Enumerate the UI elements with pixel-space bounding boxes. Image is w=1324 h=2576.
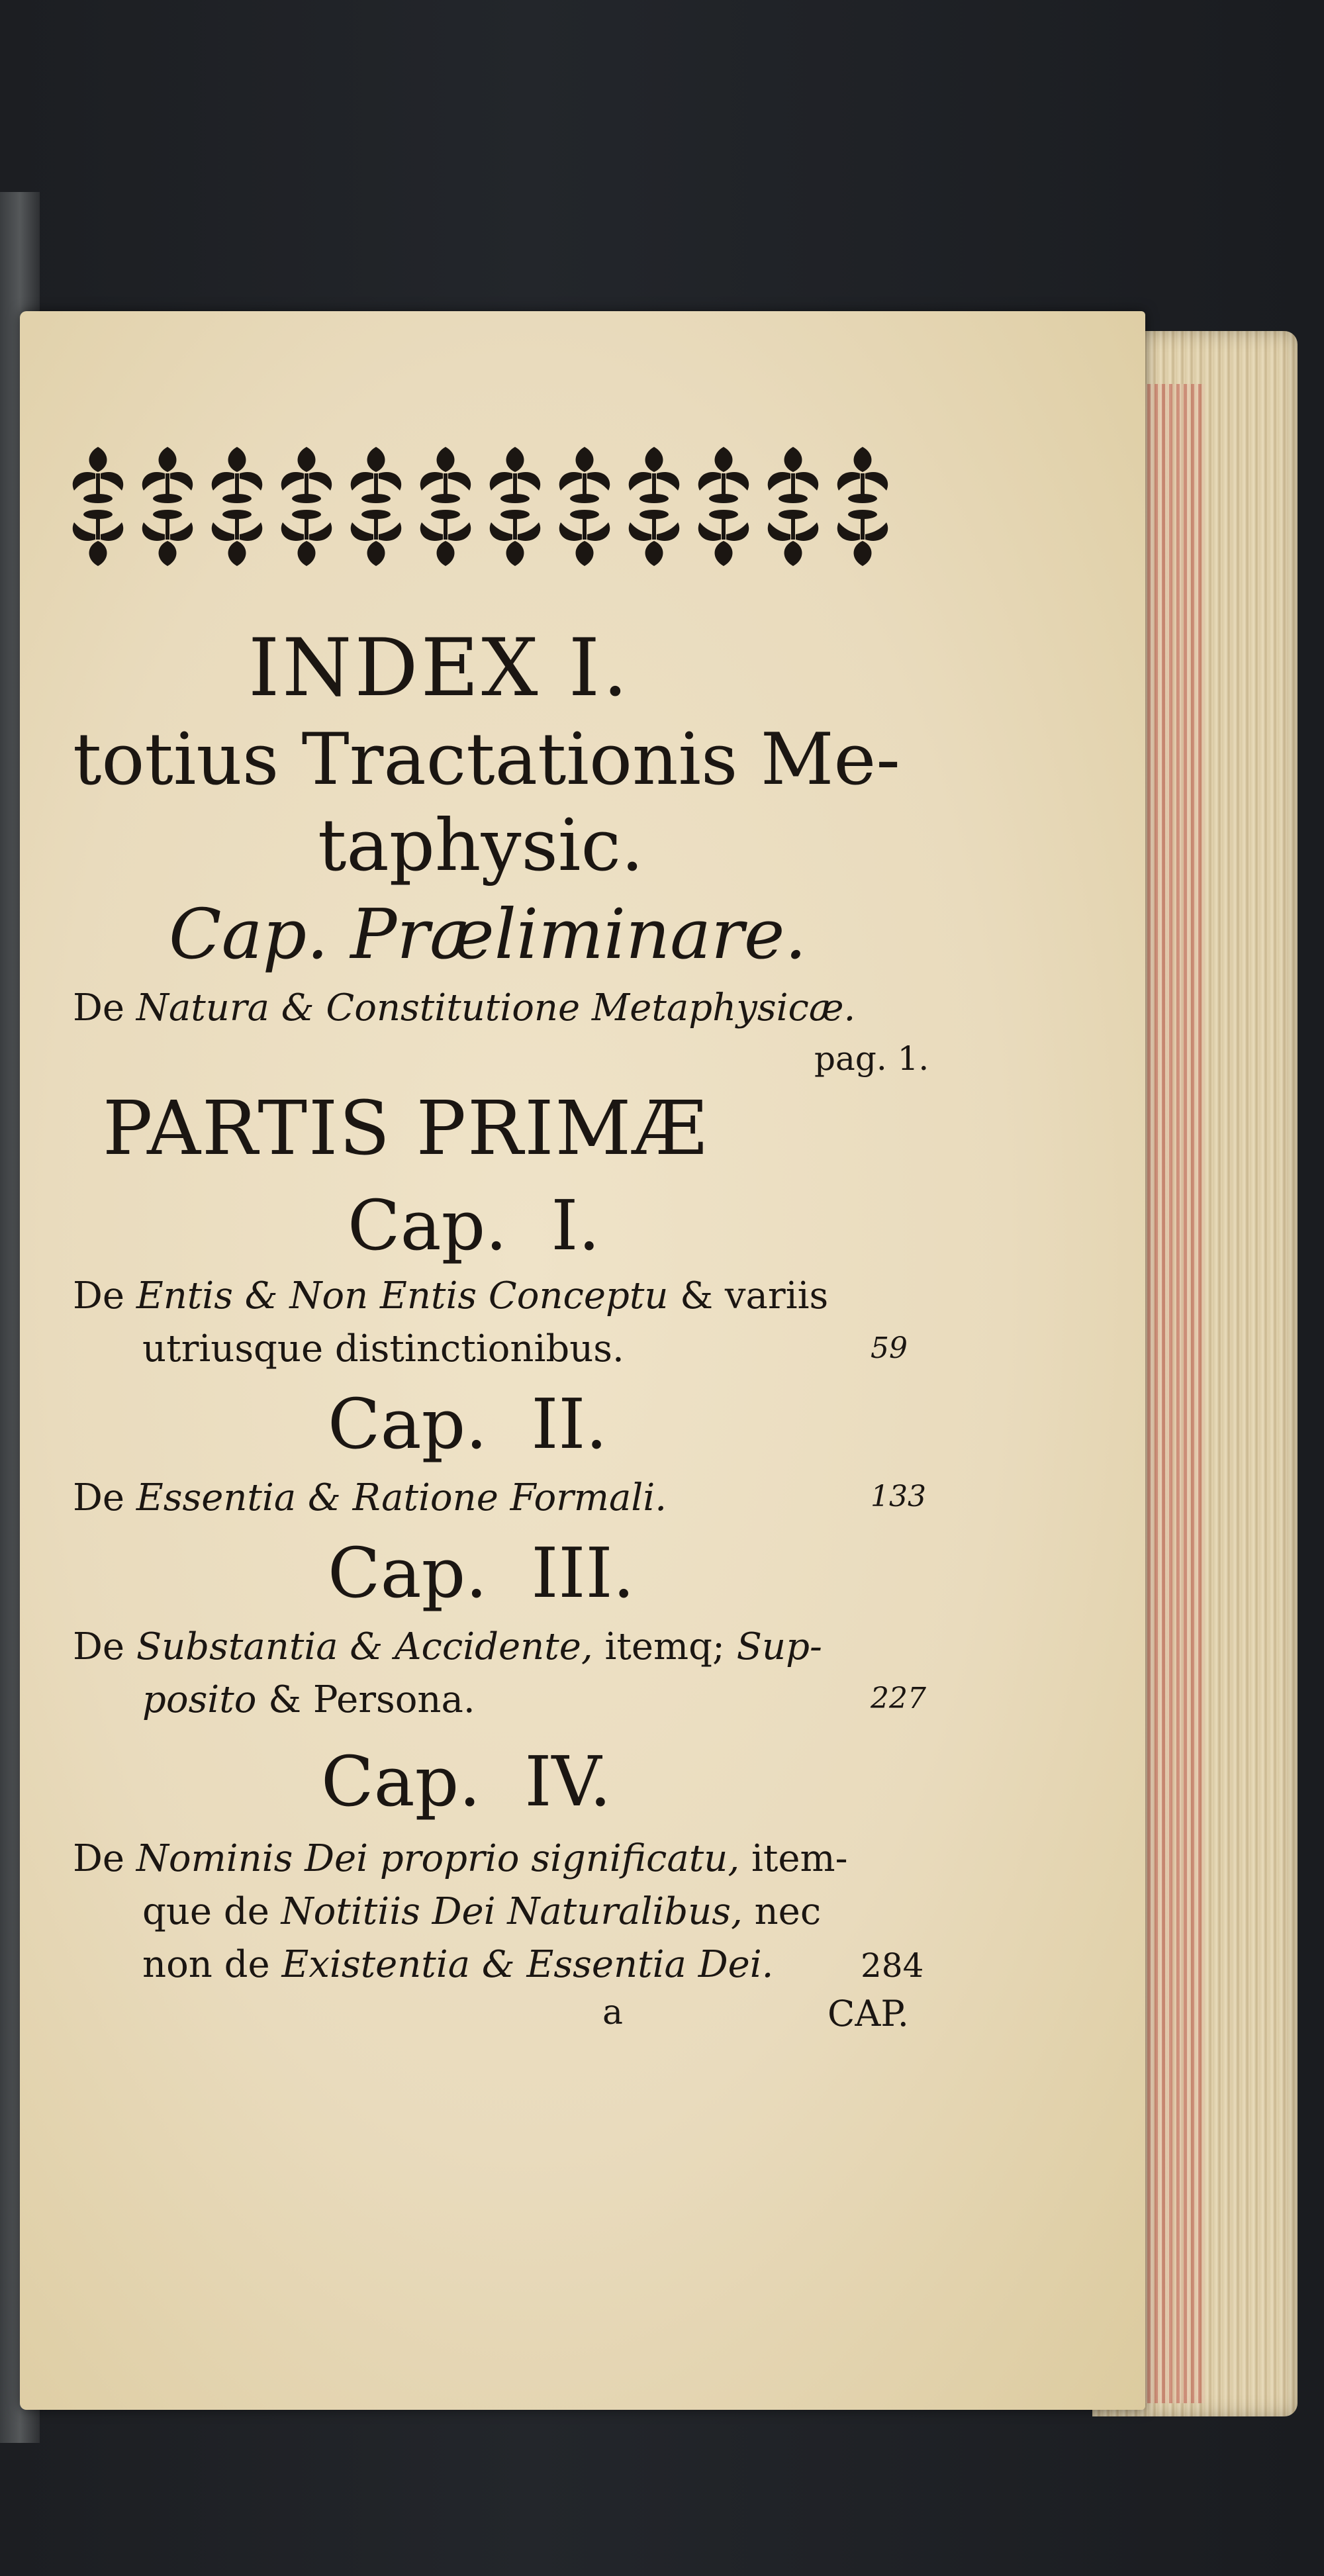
chapter-1-page: 59: [871, 1331, 908, 1365]
chapter-heading-4: Cap. IV.: [321, 1741, 612, 1822]
chapter-2-line-1: [73, 1476, 667, 1519]
preliminary-description: [73, 986, 855, 1029]
ch3-italic-2: Sup-: [736, 1625, 822, 1668]
preliminary-chapter-heading: Cap. Præliminare.: [169, 894, 807, 975]
chapter-3-line-2: [142, 1678, 475, 1721]
ch4-line2-tail: nec: [754, 1890, 822, 1933]
catchword: CAP.: [828, 1993, 909, 2034]
book: [0, 285, 1304, 2450]
book-page: [20, 311, 1145, 2410]
ch3-tail: itemq;: [604, 1625, 725, 1668]
ch4-line2-italic: Notitiis Dei Naturalibus,: [281, 1890, 743, 1933]
chapter-4-line-2: [142, 1890, 821, 1933]
subtitle-line-2: taphysic.: [318, 804, 644, 887]
printers-ornament: [71, 434, 912, 586]
subtitle-line-1: totius Tractationis Me-: [73, 718, 900, 801]
ch1-tail: & variis: [680, 1274, 829, 1317]
ch3-line2-italic: posito: [142, 1678, 257, 1721]
preliminary-page-ref: pag. 1.: [814, 1039, 929, 1078]
ch4-line3-italic: Existentia & Essentia Dei.: [281, 1943, 774, 1986]
ch3-lead: De: [73, 1625, 125, 1668]
ch4-italic: Nominis Dei proprio significatu,: [136, 1837, 740, 1880]
ch4-tail: item-: [751, 1837, 848, 1880]
prelim-lead: De: [73, 986, 125, 1029]
chapter-3-line-1: [73, 1625, 822, 1668]
ch2-lead: De: [73, 1476, 125, 1519]
ch2-italic: Essentia & Ratione Formali.: [136, 1476, 667, 1519]
ch3-line2-tail: & Persona.: [268, 1678, 475, 1721]
ch1-italic: Entis & Non Entis Conceptu: [136, 1274, 669, 1317]
chapter-4-page: 284: [861, 1946, 924, 1985]
chapter-heading-3: Cap. III.: [328, 1533, 635, 1613]
chapter-4-line-1: [73, 1837, 848, 1880]
chapter-1-line-2: utriusque distinctionibus.: [142, 1327, 624, 1370]
chapter-4-line-3: [142, 1943, 773, 1986]
ch4-line3-lead: non de: [142, 1943, 270, 1986]
index-title: INDEX I.: [248, 622, 631, 714]
chapter-heading-2: Cap. II.: [328, 1384, 608, 1464]
chapter-1-line-1: [73, 1274, 828, 1317]
ch1-lead: De: [73, 1274, 125, 1317]
chapter-3-page: 227: [871, 1682, 926, 1715]
prelim-italic: Natura & Constitutione Metaphysicæ.: [136, 986, 856, 1029]
signature-mark: a: [602, 1993, 624, 2032]
ch4-lead: De: [73, 1837, 125, 1880]
part-heading: PARTIS PRIMÆ: [103, 1086, 708, 1172]
ch3-italic: Substantia & Accidente,: [136, 1625, 593, 1668]
ch4-line2-lead: que de: [142, 1890, 269, 1933]
chapter-heading-1: Cap. I.: [348, 1185, 600, 1266]
chapter-2-page: 133: [871, 1480, 926, 1513]
